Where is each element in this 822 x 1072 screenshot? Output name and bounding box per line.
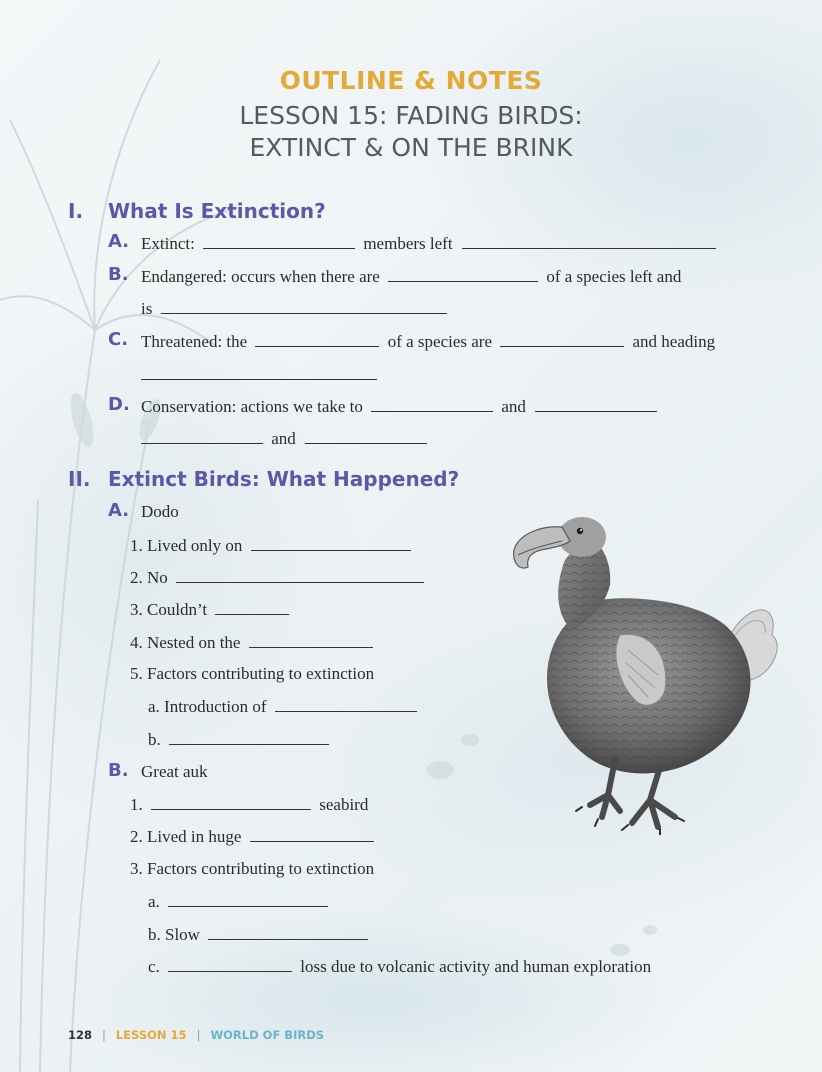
footer-separator: | — [102, 1028, 106, 1042]
sub-sub-item — [148, 924, 368, 945]
sub-sub-item — [148, 891, 328, 912]
sub-sub-item — [148, 696, 417, 717]
page-number: 128 — [68, 1028, 93, 1042]
lesson-title-line-2: EXTINCT & ON THE BRINK — [249, 133, 573, 162]
item-text: Conservation: actions we take to — [141, 397, 363, 416]
item-text: c. — [148, 957, 160, 976]
item-letter: B. — [108, 264, 129, 285]
answer-blank[interactable] — [250, 826, 374, 842]
section-title: What Is Extinction? — [108, 199, 326, 223]
item-text: 1. — [130, 795, 143, 814]
item-text: seabird — [319, 795, 369, 814]
item-text: 2. Lived in huge — [130, 827, 242, 846]
answer-blank[interactable] — [141, 428, 263, 444]
sub-sub-item — [148, 956, 651, 977]
answer-blank[interactable] — [371, 396, 493, 412]
outline-item-extinct — [141, 233, 716, 254]
answer-blank[interactable] — [168, 956, 292, 972]
section-numeral: II. — [68, 467, 91, 491]
answer-blank[interactable] — [275, 696, 417, 712]
item-text: 3. Factors contributing to extinction — [130, 859, 375, 878]
item-text: Extinct: — [141, 234, 195, 253]
item-text: Threatened: the — [141, 332, 248, 351]
item-letter: D. — [108, 394, 130, 415]
item-text: members left — [363, 234, 453, 253]
sub-item — [130, 535, 411, 556]
sub-sub-item — [148, 729, 329, 750]
answer-blank[interactable] — [255, 331, 379, 347]
answer-blank[interactable] — [176, 567, 424, 583]
answer-blank[interactable] — [151, 794, 311, 810]
answer-blank[interactable] — [251, 535, 411, 551]
answer-blank[interactable] — [535, 396, 657, 412]
sub-item — [130, 664, 374, 684]
footer-book-title: WORLD OF BIRDS — [210, 1028, 325, 1042]
outline-kicker: OUTLINE & NOTES — [279, 66, 543, 95]
item-text: and — [501, 397, 526, 416]
item-text: 5. Factors contributing to extinction — [130, 664, 375, 683]
item-text: Great auk — [141, 762, 208, 781]
page-footer — [68, 1028, 324, 1042]
answer-blank[interactable] — [141, 364, 377, 380]
answer-blank[interactable] — [161, 298, 447, 314]
item-text: 1. Lived only on — [130, 536, 243, 555]
item-text: 4. Nested on the — [130, 633, 241, 652]
outline-item-endangered-cont — [141, 298, 447, 319]
item-text: 3. Couldn’t — [130, 600, 208, 619]
answer-blank[interactable] — [203, 233, 355, 249]
item-text: a. Introduction of — [148, 697, 267, 716]
item-letter: A. — [108, 231, 130, 252]
item-text: b. — [148, 730, 161, 749]
item-letter: A. — [108, 500, 130, 521]
answer-blank[interactable] — [249, 632, 373, 648]
answer-blank[interactable] — [305, 428, 427, 444]
item-text: b. Slow — [148, 925, 200, 944]
item-text: Endangered: occurs when there are — [141, 267, 380, 286]
item-text: and heading — [632, 332, 716, 351]
outline-item-threatened-cont — [141, 364, 377, 385]
item-text: and — [271, 429, 296, 448]
outline-item-threatened — [141, 331, 715, 352]
section-title: Extinct Birds: What Happened? — [108, 467, 460, 491]
item-letter: B. — [108, 760, 129, 781]
dodo-bird-illustration — [510, 505, 785, 835]
item-text: a. — [148, 892, 160, 911]
answer-blank[interactable] — [215, 599, 289, 615]
footer-separator: | — [196, 1028, 201, 1042]
answer-blank[interactable] — [208, 924, 368, 940]
answer-blank[interactable] — [169, 729, 329, 745]
sub-item — [130, 859, 374, 879]
outline-item-dodo — [141, 502, 179, 522]
section-numeral: I. — [68, 199, 84, 223]
sub-item — [130, 826, 374, 847]
answer-blank[interactable] — [388, 266, 538, 282]
item-letter: C. — [108, 329, 129, 350]
item-text: 2. No — [130, 568, 168, 587]
answer-blank[interactable] — [500, 331, 624, 347]
lesson-title-line-1: LESSON 15: FADING BIRDS: — [239, 101, 583, 130]
item-text: of a species are — [387, 332, 493, 351]
item-text: is — [141, 299, 153, 318]
outline-item-endangered — [141, 266, 681, 287]
outline-item-great-auk — [141, 762, 208, 782]
outline-item-conservation-cont — [141, 428, 427, 449]
item-text: Dodo — [141, 502, 179, 521]
sub-item — [130, 632, 373, 653]
outline-item-conservation — [141, 396, 657, 417]
sub-item — [130, 599, 289, 620]
item-text: of a species left and — [546, 267, 682, 286]
answer-blank[interactable] — [168, 891, 328, 907]
item-text: loss due to volcanic activity and human exploration — [300, 957, 652, 976]
footer-lesson: LESSON 15 — [115, 1028, 187, 1042]
sub-item — [130, 567, 424, 588]
answer-blank[interactable] — [462, 233, 716, 249]
sub-item — [130, 794, 368, 815]
